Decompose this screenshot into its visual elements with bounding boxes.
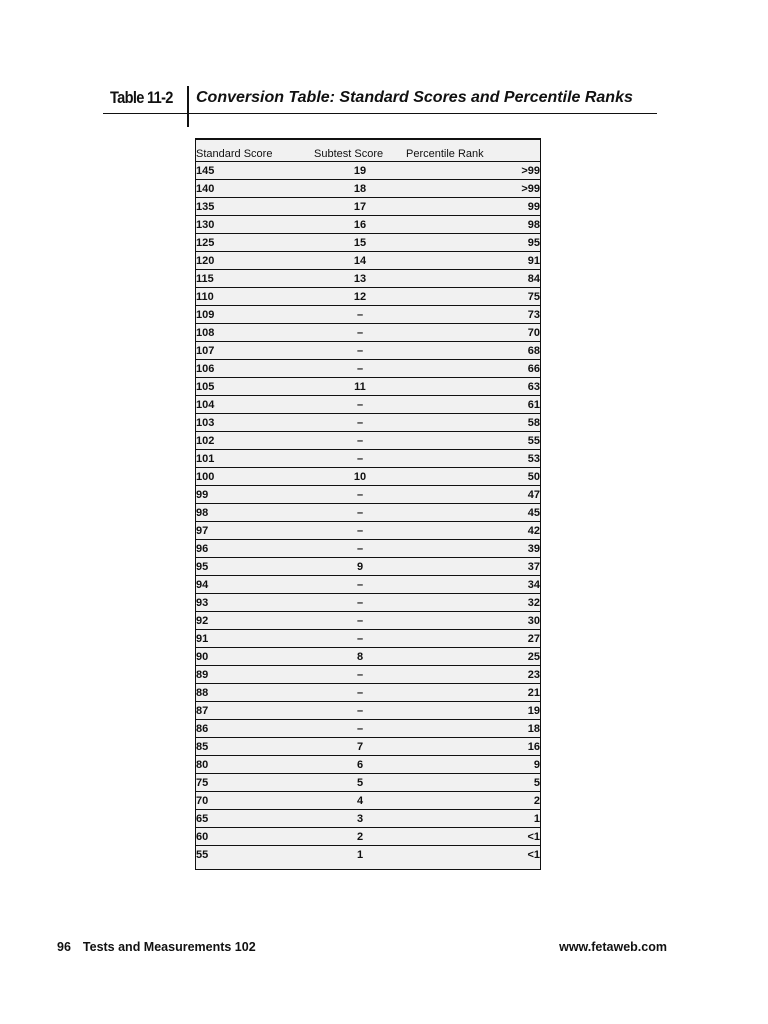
table-row xyxy=(196,540,540,558)
table-row xyxy=(196,252,540,270)
percentile-rank-cell: 50 xyxy=(406,468,540,486)
standard-score-cell: 130 xyxy=(196,216,314,234)
subtest-score-cell: – xyxy=(314,324,406,342)
subtest-score-cell: – xyxy=(314,666,406,684)
percentile-rank-cell: 27 xyxy=(406,630,540,648)
subtest-score-cell: 17 xyxy=(314,198,406,216)
subtest-score-cell: 11 xyxy=(314,378,406,396)
percentile-rank-cell: 68 xyxy=(406,342,540,360)
footer-left xyxy=(57,940,256,954)
percentile-rank-cell: 47 xyxy=(406,486,540,504)
subtest-score-cell: 13 xyxy=(314,270,406,288)
column-header-subtest-score: Subtest Score xyxy=(314,140,406,162)
page-number: 96 xyxy=(57,940,71,954)
percentile-rank-cell: 53 xyxy=(406,450,540,468)
table-row xyxy=(196,288,540,306)
percentile-rank-cell: 1 xyxy=(406,810,540,828)
percentile-rank-cell: 21 xyxy=(406,684,540,702)
table-row xyxy=(196,468,540,486)
subtest-score-cell: 1 xyxy=(356,848,364,861)
standard-score-cell: 115 xyxy=(196,270,314,288)
subtest-score-cell: 12 xyxy=(314,288,406,306)
percentile-rank-cell: >99 xyxy=(406,180,540,198)
standard-score-cell: 85 xyxy=(196,738,314,756)
subtest-score-cell: 10 xyxy=(314,468,406,486)
table-row xyxy=(196,720,540,738)
standard-score-cell: 60 xyxy=(196,828,314,846)
percentile-rank-cell: >99 xyxy=(406,162,540,180)
standard-score-cell: 102 xyxy=(196,432,314,450)
percentile-rank-cell: 63 xyxy=(406,378,540,396)
subtest-score-cell: – xyxy=(314,432,406,450)
table-body xyxy=(196,162,540,864)
footer-website: www.fetaweb.com xyxy=(559,940,667,954)
column-header-standard-score: Standard Score xyxy=(196,140,314,162)
subtest-score-cell: – xyxy=(314,612,406,630)
subtest-score-cell: 19 xyxy=(314,162,406,180)
table-row xyxy=(196,684,540,702)
subtest-score-cell: – xyxy=(314,396,406,414)
standard-score-cell: 106 xyxy=(196,360,314,378)
table-row xyxy=(196,846,540,864)
table-row xyxy=(196,810,540,828)
percentile-rank-cell: 99 xyxy=(406,198,540,216)
percentile-rank-cell: 23 xyxy=(406,666,540,684)
table-row xyxy=(196,792,540,810)
subtest-score-cell: – xyxy=(314,702,406,720)
standard-score-cell: 120 xyxy=(196,252,314,270)
subtest-score-cell: – xyxy=(314,450,406,468)
percentile-rank-cell: 5 xyxy=(406,774,540,792)
standard-score-cell: 96 xyxy=(196,540,314,558)
table-row xyxy=(196,234,540,252)
heading-rule xyxy=(103,113,657,114)
column-header-percentile-rank: Percentile Rank xyxy=(406,140,540,162)
percentile-rank-cell: 19 xyxy=(406,702,540,720)
percentile-rank-cell: 75 xyxy=(406,288,540,306)
standard-score-cell: 94 xyxy=(196,576,314,594)
subtest-score-cell: – xyxy=(314,594,406,612)
percentile-rank-cell: 32 xyxy=(406,594,540,612)
subtest-score-cell: 16 xyxy=(314,216,406,234)
subtest-score-cell: – xyxy=(314,720,406,738)
book-title: Tests and Measurements 102 xyxy=(82,940,256,954)
percentile-rank-cell: 55 xyxy=(406,432,540,450)
table-row xyxy=(196,756,540,774)
table-row xyxy=(196,162,540,180)
table-row xyxy=(196,648,540,666)
percentile-rank-cell: 95 xyxy=(406,234,540,252)
subtest-score-cell: 2 xyxy=(314,828,406,846)
subtest-score-cell: – xyxy=(314,306,406,324)
percentile-rank-cell: 16 xyxy=(406,738,540,756)
table-row xyxy=(196,594,540,612)
standard-score-cell: 55 xyxy=(196,848,209,861)
standard-score-cell: 95 xyxy=(196,558,314,576)
standard-score-cell: 89 xyxy=(196,666,314,684)
standard-score-cell: 92 xyxy=(196,612,314,630)
table-row xyxy=(196,180,540,198)
subtest-score-cell: 9 xyxy=(314,558,406,576)
percentile-rank-cell: 98 xyxy=(406,216,540,234)
subtest-score-cell: – xyxy=(314,684,406,702)
table-row xyxy=(196,504,540,522)
subtest-score-cell: – xyxy=(314,486,406,504)
percentile-rank-cell: 39 xyxy=(406,540,540,558)
percentile-rank-cell: 58 xyxy=(406,414,540,432)
standard-score-cell: 145 xyxy=(196,162,314,180)
standard-score-cell: 100 xyxy=(196,468,314,486)
table-heading xyxy=(103,84,657,128)
subtest-score-cell: – xyxy=(314,414,406,432)
standard-score-cell: 91 xyxy=(196,630,314,648)
percentile-rank-cell: 9 xyxy=(406,756,540,774)
table-row xyxy=(196,828,540,846)
standard-score-cell: 70 xyxy=(196,792,314,810)
standard-score-cell: 108 xyxy=(196,324,314,342)
table-row xyxy=(196,414,540,432)
subtest-score-cell: – xyxy=(314,522,406,540)
standard-score-cell: 110 xyxy=(196,288,314,306)
standard-score-cell: 75 xyxy=(196,774,314,792)
table-row xyxy=(196,378,540,396)
subtest-score-cell: 7 xyxy=(314,738,406,756)
percentile-rank-cell: 70 xyxy=(406,324,540,342)
table-row xyxy=(196,306,540,324)
table-row xyxy=(196,612,540,630)
subtest-score-cell: – xyxy=(314,360,406,378)
percentile-rank-cell: 73 xyxy=(406,306,540,324)
subtest-score-cell: 6 xyxy=(314,756,406,774)
subtest-score-cell: – xyxy=(314,504,406,522)
subtest-score-cell: – xyxy=(314,342,406,360)
percentile-rank-cell: 34 xyxy=(406,576,540,594)
conversion-table xyxy=(196,140,540,863)
table-row xyxy=(196,666,540,684)
table-title: Conversion Table: Standard Scores and Percentile Ranks xyxy=(196,89,633,106)
subtest-score-cell: 5 xyxy=(314,774,406,792)
table-row xyxy=(196,558,540,576)
percentile-rank-cell: 66 xyxy=(406,360,540,378)
conversion-table-box xyxy=(195,138,541,870)
table-row xyxy=(196,216,540,234)
subtest-score-cell: – xyxy=(314,576,406,594)
subtest-score-cell: 14 xyxy=(314,252,406,270)
percentile-rank-cell: 37 xyxy=(406,558,540,576)
table-row xyxy=(196,450,540,468)
standard-score-cell: 105 xyxy=(196,378,314,396)
subtest-score-cell: – xyxy=(314,540,406,558)
table-header-row xyxy=(196,140,540,162)
subtest-score-cell: 8 xyxy=(314,648,406,666)
table-row xyxy=(196,324,540,342)
standard-score-cell: 103 xyxy=(196,414,314,432)
subtest-score-cell: 15 xyxy=(314,234,406,252)
standard-score-cell: 80 xyxy=(196,756,314,774)
table-row xyxy=(196,360,540,378)
standard-score-cell: 140 xyxy=(196,180,314,198)
standard-score-cell: 135 xyxy=(196,198,314,216)
subtest-score-cell: 18 xyxy=(314,180,406,198)
subtest-score-cell: – xyxy=(314,630,406,648)
table-row xyxy=(196,738,540,756)
table-row xyxy=(196,486,540,504)
percentile-rank-cell: <1 xyxy=(406,828,540,846)
percentile-rank-cell: 91 xyxy=(406,252,540,270)
table-row xyxy=(196,396,540,414)
subtest-score-cell: 3 xyxy=(314,810,406,828)
heading-divider xyxy=(187,86,189,127)
standard-score-cell: 93 xyxy=(196,594,314,612)
table-row xyxy=(196,198,540,216)
percentile-rank-cell: 42 xyxy=(406,522,540,540)
standard-score-cell: 87 xyxy=(196,702,314,720)
standard-score-cell: 101 xyxy=(196,450,314,468)
standard-score-cell: 90 xyxy=(196,648,314,666)
standard-score-cell: 98 xyxy=(196,504,314,522)
percentile-rank-cell: 18 xyxy=(406,720,540,738)
standard-score-cell: 65 xyxy=(196,810,314,828)
percentile-rank-cell: 61 xyxy=(406,396,540,414)
standard-score-cell: 99 xyxy=(196,486,314,504)
table-row xyxy=(196,576,540,594)
table-row xyxy=(196,432,540,450)
percentile-rank-cell: 84 xyxy=(406,270,540,288)
standard-score-cell: 104 xyxy=(196,396,314,414)
table-row xyxy=(196,702,540,720)
percentile-rank-cell: 45 xyxy=(406,504,540,522)
standard-score-cell: 88 xyxy=(196,684,314,702)
percentile-rank-cell: 25 xyxy=(406,648,540,666)
subtest-score-cell: 4 xyxy=(314,792,406,810)
table-row xyxy=(196,774,540,792)
standard-score-cell: 86 xyxy=(196,720,314,738)
percentile-rank-cell: <1 xyxy=(527,848,540,861)
table-number-label: Table 11-2 xyxy=(110,88,173,107)
standard-score-cell: 125 xyxy=(196,234,314,252)
table-row xyxy=(196,630,540,648)
standard-score-cell: 107 xyxy=(196,342,314,360)
percentile-rank-cell: 30 xyxy=(406,612,540,630)
table-row xyxy=(196,342,540,360)
table-row xyxy=(196,270,540,288)
standard-score-cell: 97 xyxy=(196,522,314,540)
percentile-rank-cell: 2 xyxy=(406,792,540,810)
standard-score-cell: 109 xyxy=(196,306,314,324)
table-row xyxy=(196,522,540,540)
